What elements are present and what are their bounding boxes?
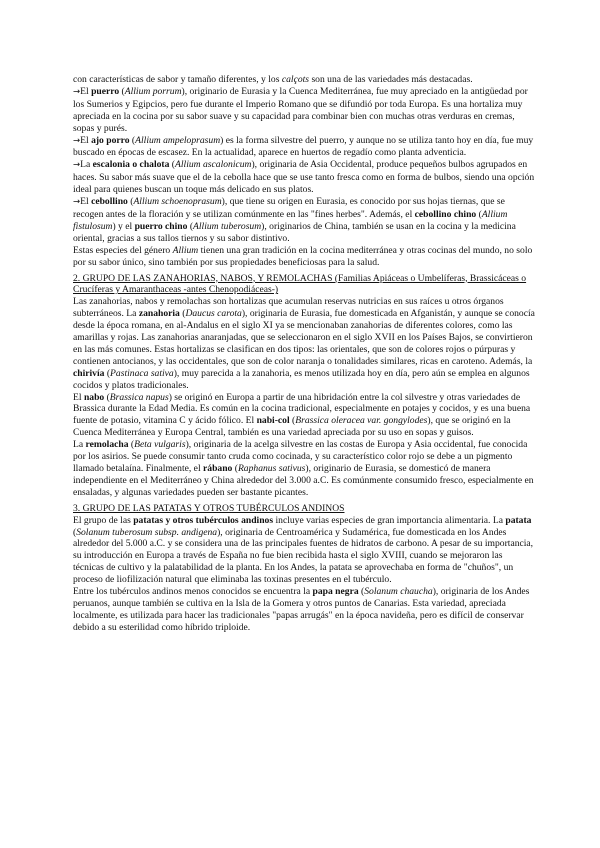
bold-term: ajo porro (91, 134, 130, 146)
italic-term: Allium schoenoprasum (133, 196, 222, 208)
paragraph-zanahoria (73, 296, 535, 391)
italic-term: Solanum tuberosum subsp. andigena (76, 526, 218, 538)
text: ), originaria de Asia Occidental, produce pequeños bulbos agrupados en haces. Su sabor más suave que el de la cebolla hace que se use tanto fresca como en forma de bulbos, siendo una opción ideal para quienes buscan un toque más delicado en sus platos. (73, 159, 535, 196)
bold-term: cebollino (91, 196, 128, 208)
text: El (73, 391, 84, 403)
text: ( (358, 586, 365, 598)
italic-term: Brassica napus (109, 391, 169, 403)
italic-term: Solanum chaucha (364, 586, 433, 598)
bold-term: puerro chino (134, 220, 188, 232)
bold-term: patata (505, 514, 532, 526)
arrow-icon: → (73, 86, 81, 97)
italic-term: calçots (281, 74, 310, 85)
text: ( (119, 85, 125, 97)
paragraph-ajo-porro (73, 135, 535, 160)
text: incluye varias especies de gran importancia alimentaria. La (273, 514, 506, 526)
italic-term: Allium (172, 244, 199, 256)
italic-term: Pastinaca sativa (110, 367, 174, 379)
bold-term: puerro (91, 85, 120, 97)
bold-term: patatas y otros tubérculos andinos (133, 514, 274, 526)
paragraph-nabo (73, 392, 535, 440)
arrow-icon: → (73, 135, 81, 146)
text: ), originaria de la acelga silvestre en las costas de Europa y Asia occidental, fue conocida por los asirios. Se puede consumir tanto cruda como cocinada, y su característico color rojo se debe a un pigmento llamado betalaína. Finalmente, el (73, 439, 528, 474)
section-heading-2: 2. GRUPO DE LAS ZANAHORIAS, NABOS, Y REMOLACHAS (Familias Apiáceas o Umbelíferas, Brassicáceas o Crucíferas y Amaranthaceas -antes Chenopodiáceas-) (73, 272, 527, 296)
text: Estas especies del género (73, 244, 173, 256)
bold-term: rábano (203, 463, 233, 474)
italic-term: Brassica oleracea var. gongylodes (295, 415, 428, 427)
text: son una de las variedades más destacadas. (309, 74, 473, 85)
bold-term: papa negra (312, 586, 359, 598)
text: ), originarios de China, también se usan en la cocina y la medicina oriental, gracias a sus tallos tiernos y su sabor distintivo. (73, 220, 516, 244)
text: El (80, 196, 92, 208)
bold-term: nabo (83, 391, 105, 403)
text: ), originaria de los Andes peruanos, aunque también se cultiva en la Isla de la Gomera y otros puntos de Canarias. Esta variedad, apreciada localmente, es utilizada para hacer las tradicionales "papas arrugás" en la época navideña, pero es difícil de conservar debido a su esterilidad como híbrido triploide. (73, 586, 530, 633)
text: ), originaria de Eurasia, fue domesticada en Afganistán, y aunque se conocía desde la época romana, en al-Andalus en el siglo XI ya se mencionaban zanahorias de diferentes colores, como las amarillas y rojas. Las zanahorias anaranjadas, que se seleccionaron en el siglo XVII en los Países Bajos, se convirtieron en las más comunes. Estas hortalizas se clasifican en dos tipos: las orientales, que son de colores rojos o púrpuras y contienen antocianos, y las occidentales, que son de color naranja o tonalidades similares, ricas en caroteno. Además, la (73, 308, 535, 367)
text: ( (127, 196, 134, 208)
italic-term: Allium fistulosum (73, 208, 508, 232)
italic-term: Allium ascalonicum (175, 159, 252, 171)
text: ) se originó en Europa a partir de una hibridación entre la col silvestre y otras variedades de Brassica durante la Edad Media. Es común en la cocina tradicional, especialmente en potajes y cocidos, y es una buena fuente de potasio, vitamina C y ácido fólico. El (73, 391, 531, 427)
text: ( (476, 208, 482, 220)
italic-term: Daucus carota (185, 308, 242, 320)
text: ), muy parecida a la zanahoria, es menos utilizada hoy en día, pero aún se emplea en algunos cocidos y platos tradicionales. (73, 367, 530, 391)
text: ), que tiene su origen en Eurasia, es conocido por sus hojas tiernas, que se recogen antes de la floración y se utilizan comúnmente en las "fines herbes". Además, el (73, 196, 505, 220)
text: ( (129, 134, 136, 146)
bold-term: nabi-col (256, 415, 290, 427)
paragraph-allium-summary (73, 245, 535, 269)
paragraph-papa-negra (73, 586, 535, 634)
bold-term: cebollino chino (414, 208, 477, 220)
paragraph-cebolla-end (73, 74, 535, 86)
text: El grupo de las (73, 514, 134, 526)
text: ) es la forma silvestre del puerro, y aunque no se utiliza tanto hoy en día, fue muy buscado en épocas de escasez. En la actualidad, aparece en huertos de regadío como planta adventicia. (73, 134, 534, 159)
italic-term: Beta vulgaris (134, 439, 186, 451)
text: ) y el (112, 220, 135, 232)
text: La (80, 159, 93, 171)
paragraph-patata (73, 515, 535, 586)
text: ( (232, 463, 238, 474)
text: ), originario de Eurasia y la Cuenca Mediterránea, fue muy apreciado en la antigüedad por los Sumerios y Egipcios, pero fue durante el Imperio Romano que se difundió por toda Europa. Es una hortaliza muy apreciada en la cocina por su sabor suave y su capacidad para combinar bien con muchas otras verduras en cremas, sopas y purés. (73, 85, 528, 134)
text: ( (104, 391, 110, 403)
text: ( (73, 526, 77, 538)
text: Las zanahorias, nabos y remolachas son hortalizas que acumulan reservas nutricias en sus raíces u otros órganos subterráneos. La (73, 296, 504, 320)
italic-term: Allium ampeloprasum (135, 134, 221, 146)
text: ), originario de Eurasia, se domesticó de manera independiente en el Mediterráneo y China alrededor del 3.000 a.C. Es comúnmente consumido fresco, especialmente en ensaladas, y algunas variedades pueden ser bastante picantes. (73, 463, 534, 498)
paragraph-cebollino (73, 196, 535, 245)
text: ), que se originó en la Cuenca Mediterránea y Europa Central, también es una variedad apreciada por su uso en sopas y guisos. (73, 415, 511, 439)
text: El (80, 134, 92, 146)
paragraph-escalonia (73, 159, 535, 196)
section-heading-3: 3. GRUPO DE LAS PATATAS Y OTROS TUBÉRCULOS ANDINOS (73, 502, 345, 514)
text: El (80, 85, 92, 97)
arrow-icon: → (73, 160, 81, 171)
italic-term: Allium porrum (124, 85, 182, 97)
italic-term: Raphanus sativus (237, 463, 306, 474)
paragraph-puerro (73, 86, 535, 135)
italic-term: Allium tuberosum (193, 220, 262, 232)
text: La (73, 439, 86, 451)
text: Entre los tubérculos andinos menos conocidos se encuentra la (73, 586, 313, 598)
bold-term: escalonia o chalota (92, 159, 170, 171)
bold-term: zanahoria (138, 308, 180, 320)
bold-term: chirivía (73, 367, 105, 379)
text: ( (179, 308, 186, 320)
paragraph-remolacha (73, 439, 535, 499)
text: ), originaria de Centroamérica y Sudamérica, fue domesticada en los Andes alrededor del 5.000 a.C. y se considera una de las principales fuentes de hidratos de carbono. A pesar de su importancia, su introducción en Europa a través de España no fue bien recibida hasta el siglo XVIII, cuando se mejoraron las técnicas de cultivo y la palatabilidad de la planta. En los Andes, la patata se aprovechaba en forma de "chuños", un proceso de liofilización natural que eliminaba las toxinas presentes en el tubérculo. (73, 526, 534, 586)
text: ( (187, 220, 194, 232)
text: tienen una gran tradición en la cocina mediterránea y otras cocinas del mundo, no solo por su sabor único, sino también por sus propiedades beneficiosas para la salud. (73, 244, 533, 268)
text: ( (128, 439, 135, 451)
bold-term: remolacha (85, 439, 129, 451)
document-page (73, 74, 535, 634)
text: ( (104, 367, 111, 379)
arrow-icon: → (73, 197, 81, 208)
text: con características de sabor y tamaño diferentes, y los (73, 74, 282, 85)
text: ( (169, 159, 175, 171)
text: ( (289, 415, 296, 427)
